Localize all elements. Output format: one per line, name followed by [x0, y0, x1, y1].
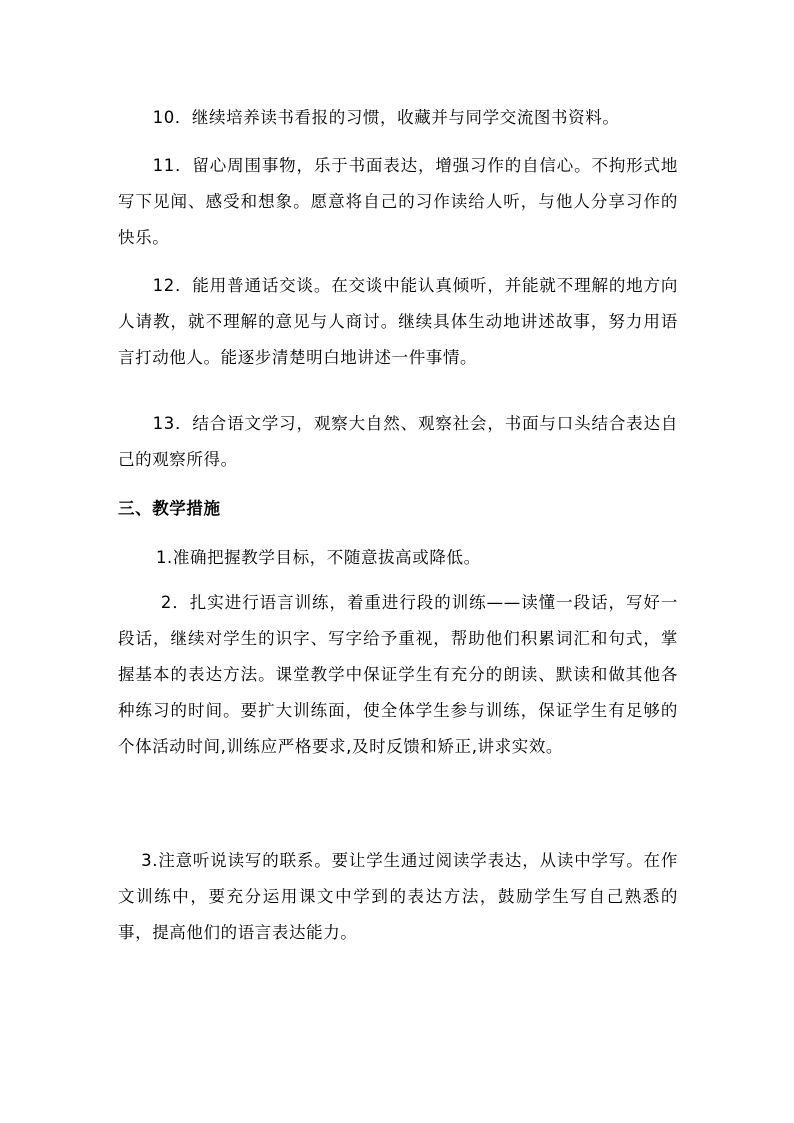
section-heading-teaching-measures: 三、教学措施	[118, 499, 221, 518]
measure-paragraph-2: 2．扎实进行语言训练，着重进行段的训练——读懂一段话，写好一段话，继续对学生的识字、写字给予重视，帮助他们积累词汇和句式，掌握基本的表达方法。课堂教学中保证学生有充分的朗读、默读和做其他各种练习的时间。要扩大训练面，使全体学生参与训练，保证学生有足够的个体活动时间,训练应严格要求,及时反馈和矫正,讲求实效。	[118, 593, 678, 756]
measure-paragraph-1: 1.准确把握教学目标，不随意拔高或降低。	[155, 548, 481, 567]
objective-paragraph-11: 11．留心周围事物，乐于书面表达，增强习作的自信心。不拘形式地写下见闻、感受和想象。愿意将自己的习作读给人听，与他人分享习作的快乐。	[118, 156, 678, 247]
objective-paragraph-13: 13．结合语文学习，观察大自然、观察社会，书面与口头结合表达自己的观察所得。	[118, 414, 678, 469]
objective-paragraph-10: 10．继续培养读书看报的习惯，收藏并与同学交流图书资料。	[152, 108, 620, 127]
measure-paragraph-3: 3.注意听说读写的联系。要让学生通过阅读学表达，从读中学写。在作文训练中，要充分运用课文中学到的表达方法，鼓励学生写自己熟悉的事，提高他们的语言表达能力。	[118, 851, 678, 942]
objective-paragraph-12: 12．能用普通话交谈。在交谈中能认真倾听，并能就不理解的地方向人请教，就不理解的意见与人商讨。继续具体生动地讲述故事，努力用语言打动他人。能逐步清楚明白地讲述一件事情。	[118, 276, 678, 367]
